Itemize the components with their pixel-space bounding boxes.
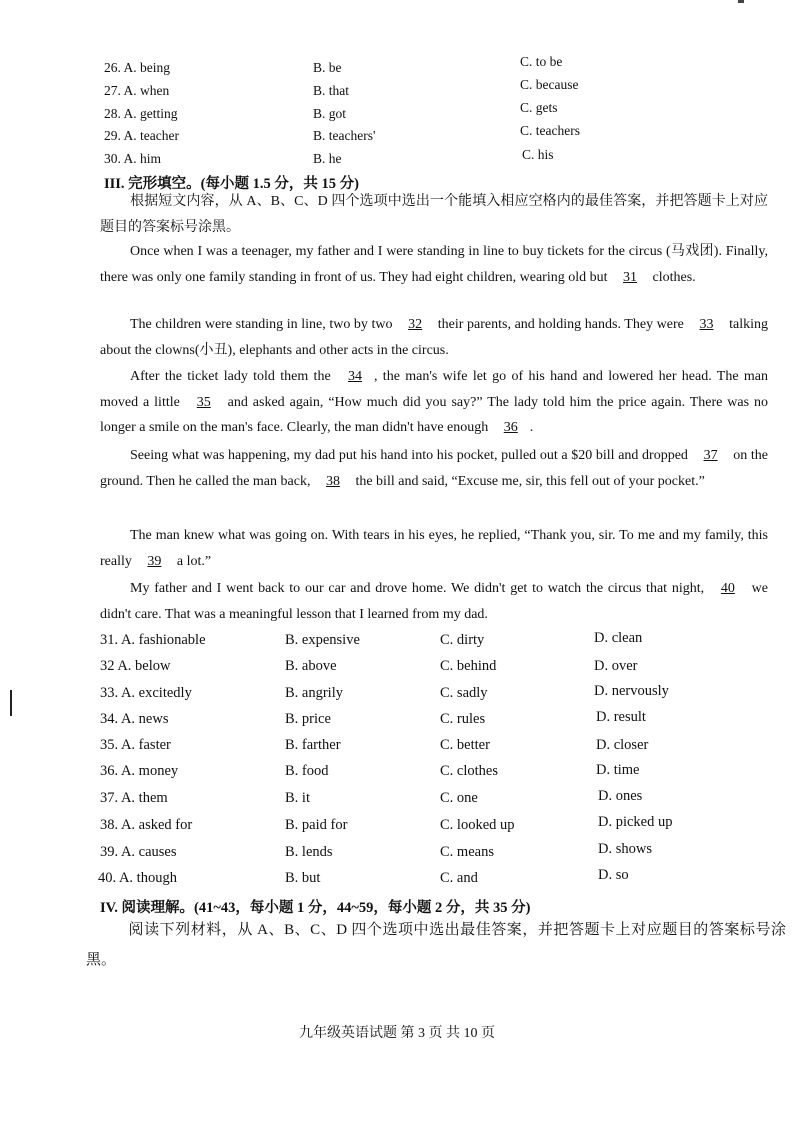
- passage-text: their parents, and holding hands. They were: [434, 317, 688, 332]
- blank-37: 37: [703, 448, 718, 463]
- passage-text: The children were standing in line, two by two: [130, 317, 397, 332]
- option-c: C. looked up: [440, 817, 515, 833]
- passage-text: on the ground. Then he called the man back,: [100, 448, 768, 489]
- option-b: B. angrily: [285, 685, 343, 701]
- option-d: D. so: [598, 867, 629, 883]
- option-b: B. he: [313, 151, 342, 166]
- passage-text: and asked again, “How much did you say?” The lady told him the price again. There was no longer a smile on the man's face. Clearly, the man didn't have enough: [100, 394, 768, 435]
- option-b: B. teachers': [313, 128, 376, 143]
- option-c: C. rules: [440, 711, 486, 727]
- passage-text: Once when I was a teenager, my father and I were standing in line to buy tickets for the circus (马戏团). Finally, there was only one family standing in front of us. They had eight children, wearing old but: [100, 244, 768, 285]
- blank-36: 36: [503, 420, 518, 435]
- option-a: 36. A. money: [100, 763, 179, 779]
- option-d: D. time: [596, 762, 640, 778]
- passage-text: My father and I went back to our car and drove home. We didn't get to watch the circus that night,: [130, 581, 709, 596]
- passage-text: we didn't care. That was a meaningful lesson that I learned from my dad.: [100, 581, 768, 622]
- option-a: 26. A. being: [104, 60, 170, 75]
- option-d: D. closer: [596, 737, 649, 753]
- option-c: C. sadly: [440, 685, 488, 701]
- option-a: 38. A. asked for: [100, 817, 193, 833]
- option-a: 34. A. news: [100, 711, 169, 727]
- option-c: C. dirty: [440, 632, 485, 648]
- option-c: C. clothes: [440, 763, 498, 779]
- option-b: B. got: [313, 106, 347, 121]
- passage-text: talking about the clowns(小丑), elephants and other acts in the circus.: [100, 317, 768, 358]
- passage-paragraph-5: [100, 523, 768, 574]
- option-a: 28. A. getting: [104, 106, 178, 121]
- option-a: 30. A. him: [104, 151, 162, 166]
- passage-text: The man knew what was going on. With tears in his eyes, he replied, “Thank you, sir. To me and my family, this really: [100, 528, 768, 569]
- passage-text: Seeing what was happening, my dad put his hand into his pocket, pulled out a $20 bill and dropped: [130, 448, 692, 463]
- option-b: B. above: [285, 658, 337, 674]
- option-c: C. and: [440, 870, 478, 886]
- option-d: D. over: [594, 658, 638, 674]
- option-a: 31. A. fashionable: [100, 632, 206, 648]
- option-b: B. be: [313, 60, 342, 75]
- blank-32: 32: [408, 317, 423, 332]
- option-a: 40. A. though: [98, 870, 177, 886]
- blank-38: 38: [325, 473, 340, 489]
- option-a: 33. A. excitedly: [100, 685, 192, 701]
- blank-33: 33: [699, 317, 714, 332]
- passage-text: clothes.: [649, 269, 696, 285]
- passage-text: After the ticket lady told them the: [130, 369, 336, 384]
- section-4-heading: IV. 阅读理解。(41~43，每小题 1 分，44~59，每小题 2 分，共 35 分): [100, 900, 531, 916]
- option-c: C. better: [440, 737, 490, 753]
- option-d: D. ones: [598, 788, 643, 804]
- option-b: B. food: [285, 763, 329, 779]
- option-a: 39. A. causes: [100, 844, 177, 860]
- blank-31: 31: [623, 269, 638, 285]
- option-b: B. paid for: [285, 817, 348, 833]
- option-c: C. his: [522, 147, 554, 162]
- option-d: D. result: [596, 709, 646, 725]
- option-c: C. one: [440, 790, 478, 806]
- passage-paragraph-3: [100, 364, 768, 441]
- section-3-instruction: [100, 189, 768, 240]
- option-d: D. picked up: [598, 814, 673, 830]
- blank-35: 35: [196, 394, 211, 410]
- blank-39: 39: [147, 553, 162, 569]
- section-3-heading: III. 完形填空。(每小题 1.5 分，共 15 分): [104, 176, 359, 192]
- option-c: C. teachers: [520, 123, 580, 138]
- passage-text: a lot.”: [173, 553, 212, 569]
- option-b: B. but: [285, 870, 321, 886]
- option-c: C. means: [440, 844, 494, 860]
- option-d: D. clean: [594, 630, 643, 646]
- passage-text: , the man's wife let go of his hand and lowered her head. The man moved a little: [100, 369, 769, 410]
- margin-mark: [10, 690, 12, 716]
- scan-mark: [738, 0, 744, 3]
- option-d: D. shows: [598, 841, 652, 857]
- passage-paragraph-1: [100, 239, 768, 290]
- option-b: B. price: [285, 711, 331, 727]
- option-b: B. expensive: [285, 632, 360, 648]
- option-b: B. that: [313, 83, 349, 98]
- section-4-instruction: [86, 915, 786, 975]
- option-a: 32 A. below: [100, 658, 171, 674]
- passage-paragraph-2: [100, 312, 768, 363]
- option-c: C. gets: [520, 100, 558, 115]
- passage-text: .: [529, 420, 534, 435]
- passage-paragraph-4: [100, 443, 768, 494]
- instruction-text: 根据短文内容，从 A、B、C、D 四个选项中选出一个能填入相应空格内的最佳答案，并把答题卡上对应题目的答案标号涂黑。: [100, 194, 768, 235]
- option-d: D. nervously: [594, 683, 669, 699]
- option-a: 37. A. them: [100, 790, 168, 806]
- blank-40: 40: [720, 581, 735, 596]
- option-a: 27. A. when: [104, 83, 170, 98]
- option-c: C. because: [520, 77, 579, 92]
- instruction-text: 阅读下列材料，从 A、B、C、D 四个选项中选出最佳答案，并把答题卡上对应题目的答案标号涂黑。: [86, 922, 786, 968]
- option-b: B. farther: [285, 737, 341, 753]
- option-a: 35. A. faster: [100, 737, 171, 753]
- passage-paragraph-6: [100, 576, 768, 627]
- option-b: B. it: [285, 790, 310, 806]
- page-footer: 九年级英语试题 第 3 页 共 10 页: [299, 1026, 495, 1041]
- blank-34: 34: [347, 369, 362, 384]
- passage-text: the bill and said, “Excuse me, sir, this fell out of your pocket.”: [351, 473, 705, 489]
- option-b: B. lends: [285, 844, 333, 860]
- option-a: 29. A. teacher: [104, 128, 179, 143]
- option-c: C. to be: [520, 54, 563, 69]
- option-c: C. behind: [440, 658, 497, 674]
